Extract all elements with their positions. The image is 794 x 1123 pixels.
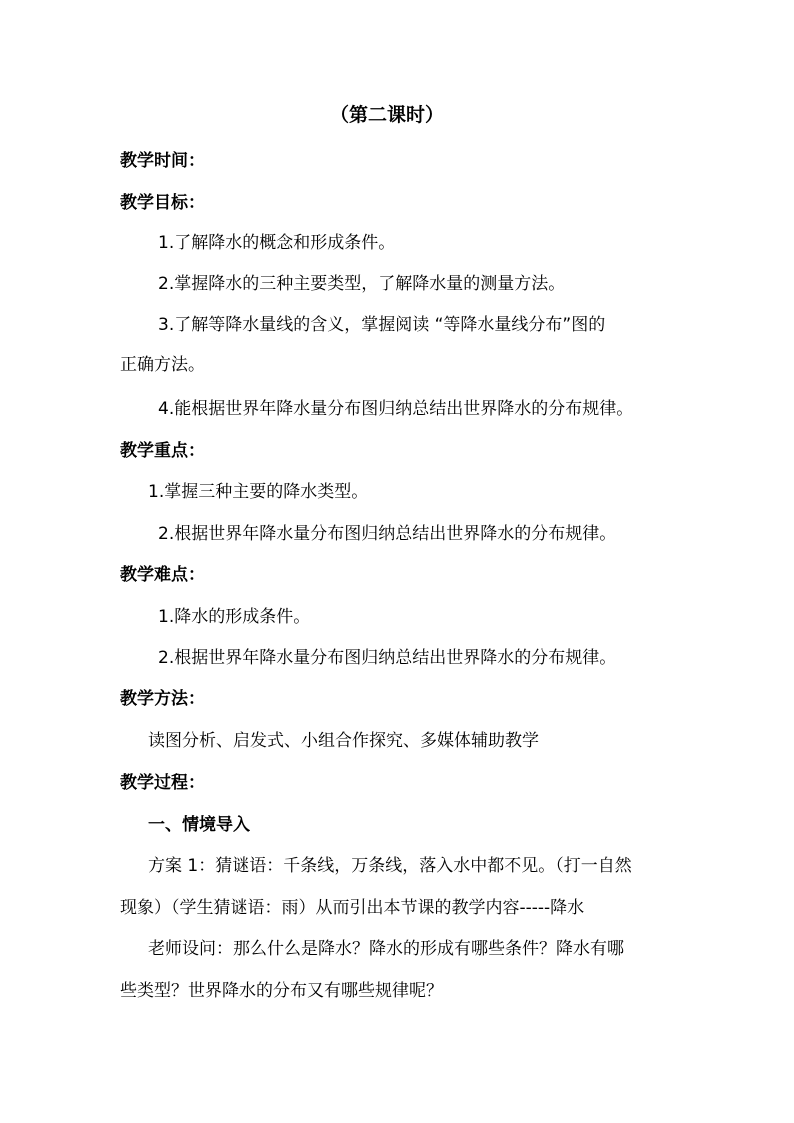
objective-item: 1.了解降水的概念和形成条件。 (158, 233, 396, 253)
process-line: 现象）（学生猜谜语：雨）从而引出本节课的教学内容-----降水 (120, 898, 585, 918)
objective-item: 3.了解等降水量线的含义，掌握阅读 “等降水量线分布”图的 (158, 315, 606, 335)
methods-text: 读图分析、启发式、小组合作探究、多媒体辅助教学 (148, 731, 539, 751)
difficulties-label: 教学难点： (120, 565, 205, 585)
section-heading: 一、情境导入 (148, 815, 250, 835)
page-title: （第二课时） (330, 104, 445, 126)
process-label: 教学过程： (120, 773, 205, 793)
key-point-item: 2.根据世界年降水量分布图归纳总结出世界降水的分布规律。 (158, 524, 617, 544)
objective-item-continued: 正确方法。 (120, 355, 205, 375)
key-point-item: 1.掌握三种主要的降水类型。 (148, 482, 369, 502)
process-line: 些类型？世界降水的分布又有哪些规律呢？ (120, 981, 443, 1001)
process-line: 老师设问：那么什么是降水？降水的形成有哪些条件？降水有哪 (148, 939, 624, 959)
methods-label: 教学方法： (120, 689, 205, 709)
teaching-time-label: 教学时间： (120, 151, 205, 171)
objectives-label: 教学目标： (120, 193, 205, 213)
objective-item: 4.能根据世界年降水量分布图归纳总结出世界降水的分布规律。 (158, 399, 634, 419)
process-line: 方案 1：猜谜语：千条线，万条线，落入水中都不见。（打一自然 (148, 856, 632, 876)
difficulty-item: 2.根据世界年降水量分布图归纳总结出世界降水的分布规律。 (158, 648, 617, 668)
key-points-label: 教学重点： (120, 441, 205, 461)
objective-item: 2.掌握降水的三种主要类型，了解降水量的测量方法。 (158, 274, 566, 294)
difficulty-item: 1.降水的形成条件。 (158, 607, 311, 627)
